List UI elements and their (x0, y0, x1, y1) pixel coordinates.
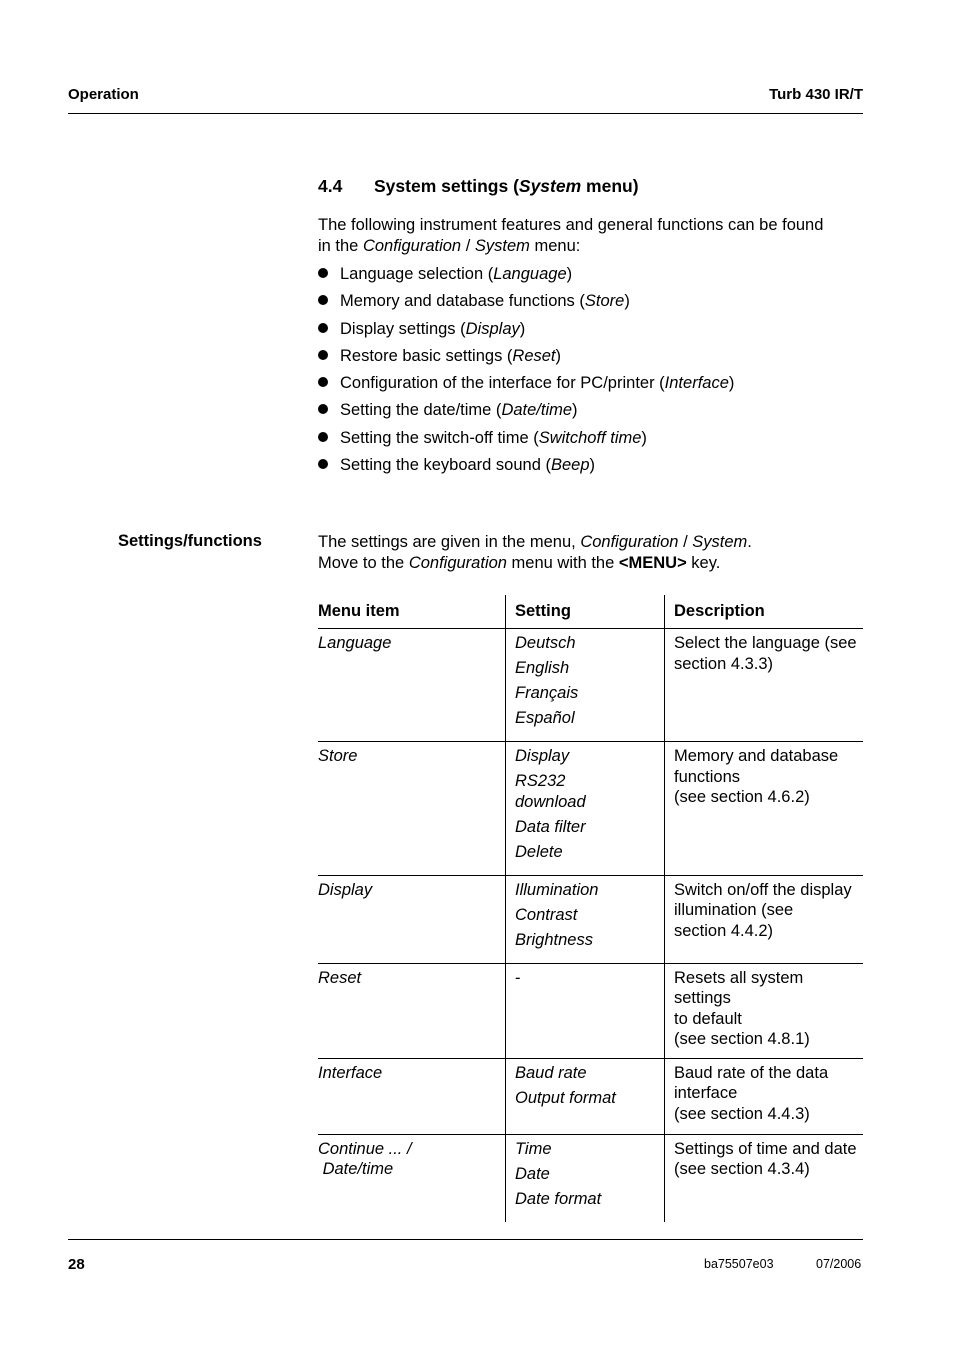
section-number: 4.4 (318, 176, 343, 196)
column-header-menu-item: Menu item (318, 595, 506, 629)
header-product-name: Turb 430 IR/T (769, 86, 863, 103)
setting-cell: Time Date Date format (506, 1134, 665, 1222)
settings-side-label: Settings/functions (118, 532, 262, 550)
setting-cell: - (506, 963, 665, 1058)
column-header-setting: Setting (506, 595, 665, 629)
settings-line-2: Move to the Configuration menu with the <MENU> key. (318, 554, 721, 572)
bullet-icon (318, 459, 328, 469)
feature-item: Setting the keyboard sound (Beep) (318, 455, 734, 482)
menu-item-cell: Language (318, 629, 506, 742)
setting-cell: Baud rate Output format (506, 1058, 665, 1134)
settings-line-1: The settings are given in the menu, Configuration / System. (318, 533, 752, 551)
menu-item-cell: Reset (318, 963, 506, 1058)
table-row (318, 1134, 863, 1222)
feature-list (318, 264, 734, 482)
document-code: ba75507e03 (704, 1257, 774, 1271)
section-title-post: menu) (581, 176, 639, 196)
table-row (318, 875, 863, 963)
header-rule (68, 113, 863, 114)
intro-line-1: The following instrument features and general functions can be found (318, 216, 824, 234)
page-number: 28 (68, 1256, 85, 1273)
table-header-row (318, 595, 863, 629)
bullet-icon (318, 432, 328, 442)
description-cell: Settings of time and date (see section 4.3.4) (674, 1139, 857, 1178)
table-row (318, 963, 863, 1058)
feature-item: Restore basic settings (Reset) (318, 346, 734, 373)
menu-item-cell: Store (318, 742, 506, 876)
menu-item-cell: Display (318, 875, 506, 963)
description-cell: Switch on/off the display illumination (see section 4.4.2) (665, 875, 864, 963)
section-title-pre: System settings ( (374, 176, 519, 196)
header-section-label: Operation (68, 86, 139, 103)
footer-rule (68, 1239, 863, 1240)
intro-line-2: in the Configuration / System menu: (318, 237, 581, 255)
section-heading (318, 176, 639, 197)
bullet-icon (318, 295, 328, 305)
menu-item-cell: Interface (318, 1058, 506, 1134)
table-row (318, 1058, 863, 1134)
feature-item: Language selection (Language) (318, 264, 734, 291)
feature-item: Display settings (Display) (318, 319, 734, 346)
intro-paragraph (318, 215, 868, 257)
settings-paragraph (318, 532, 868, 574)
system-menu-table (318, 595, 863, 1222)
document-date: 07/2006 (816, 1257, 862, 1271)
feature-item: Setting the date/time (Date/time) (318, 400, 734, 427)
table-row (318, 629, 863, 742)
setting-cell: Illumination Contrast Brightness (506, 875, 665, 963)
feature-item: Memory and database functions (Store) (318, 291, 734, 318)
bullet-icon (318, 404, 328, 414)
feature-item: Setting the switch-off time (Switchoff time) (318, 428, 734, 455)
menu-key-label: <MENU> (618, 554, 687, 572)
bullet-icon (318, 350, 328, 360)
menu-item-cell: Continue ... / Date/time (318, 1134, 506, 1222)
table-row (318, 742, 863, 876)
section-title-italic: System (518, 176, 582, 196)
setting-cell: Display RS232 download Data filter Delete (506, 742, 665, 876)
column-header-description: Description (665, 595, 864, 629)
description-cell: Resets all system settings to default (see section 4.8.1) (665, 963, 864, 1058)
description-cell: Memory and database functions (see section 4.6.2) (665, 742, 864, 876)
feature-item: Configuration of the interface for PC/printer (Interface) (318, 373, 734, 400)
bullet-icon (318, 377, 328, 387)
description-cell: Baud rate of the data interface (see section 4.4.3) (665, 1058, 864, 1134)
bullet-icon (318, 323, 328, 333)
setting-cell: Deutsch English Français Español (506, 629, 665, 742)
description-cell: Select the language (see section 4.3.3) (665, 629, 864, 742)
bullet-icon (318, 268, 328, 278)
